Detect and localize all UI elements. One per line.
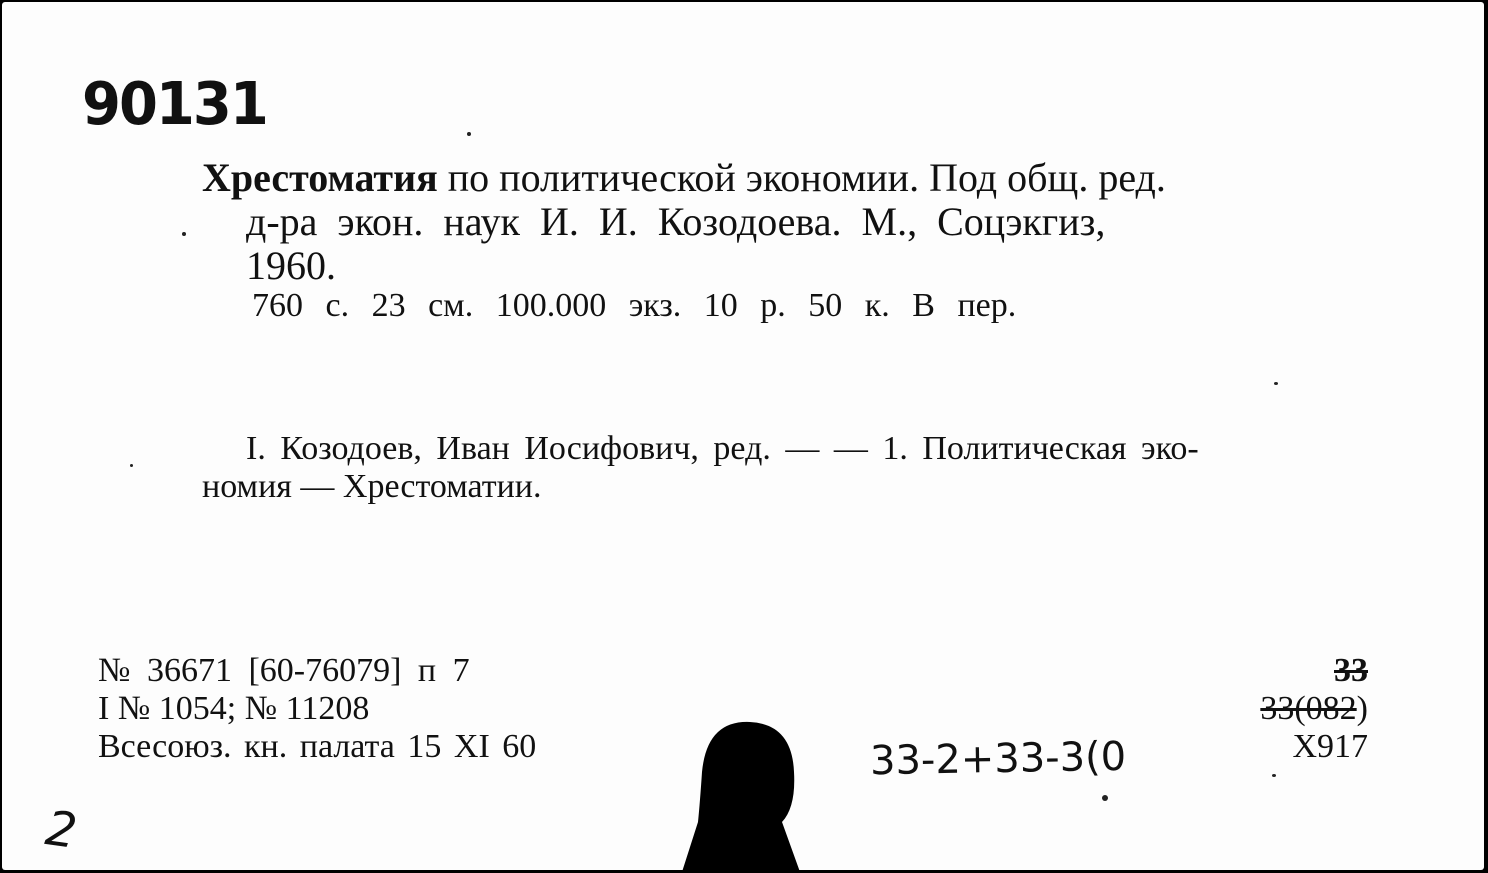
speck	[1272, 774, 1276, 777]
card-number: 90131	[82, 70, 267, 139]
class-code: Х917	[1292, 728, 1368, 765]
entry-line-1-rest: по политической экономии. Под общ. ред.	[447, 155, 1166, 200]
class-paren: )	[1356, 690, 1368, 727]
class-struck-1: 33	[1334, 652, 1368, 689]
entry-line-2: д-ра экон. наук И. И. Козодоева. М., Соцэкгиз,	[246, 199, 1106, 244]
speck	[1274, 382, 1278, 385]
speck	[130, 464, 133, 467]
catalog-card	[2, 2, 1484, 870]
speck	[1102, 795, 1108, 801]
entry-line-3: 1960.	[246, 243, 336, 288]
tracing-line-1: I. Козодоев, Иван Иосифович, ред. — — 1. Политическая эко-	[246, 430, 1199, 467]
entry-physical: 760 с. 23 см. 100.000 экз. 10 р. 50 к. В пер.	[252, 287, 1017, 324]
footer-line-1: № 36671 [60-76079] п 7	[98, 652, 470, 689]
class-struck-2: 33(082	[1260, 690, 1357, 727]
entry-line-1	[202, 155, 1374, 200]
footer-line-3: Всесоюз. кн. палата 15 XI 60	[98, 728, 537, 765]
entry-title: Хрестоматия	[202, 155, 438, 200]
tracing-line-2: номия — Хрестоматии.	[202, 468, 542, 505]
footer-line-2: I № 1054; № 11208	[98, 690, 370, 727]
speck	[467, 132, 471, 136]
handwritten-mark: 2	[42, 800, 81, 860]
class-handwritten: 33-2+33-3(0	[869, 733, 1127, 785]
ink-blot	[672, 712, 812, 870]
speck	[182, 232, 186, 236]
class-line-2	[1260, 692, 1368, 726]
